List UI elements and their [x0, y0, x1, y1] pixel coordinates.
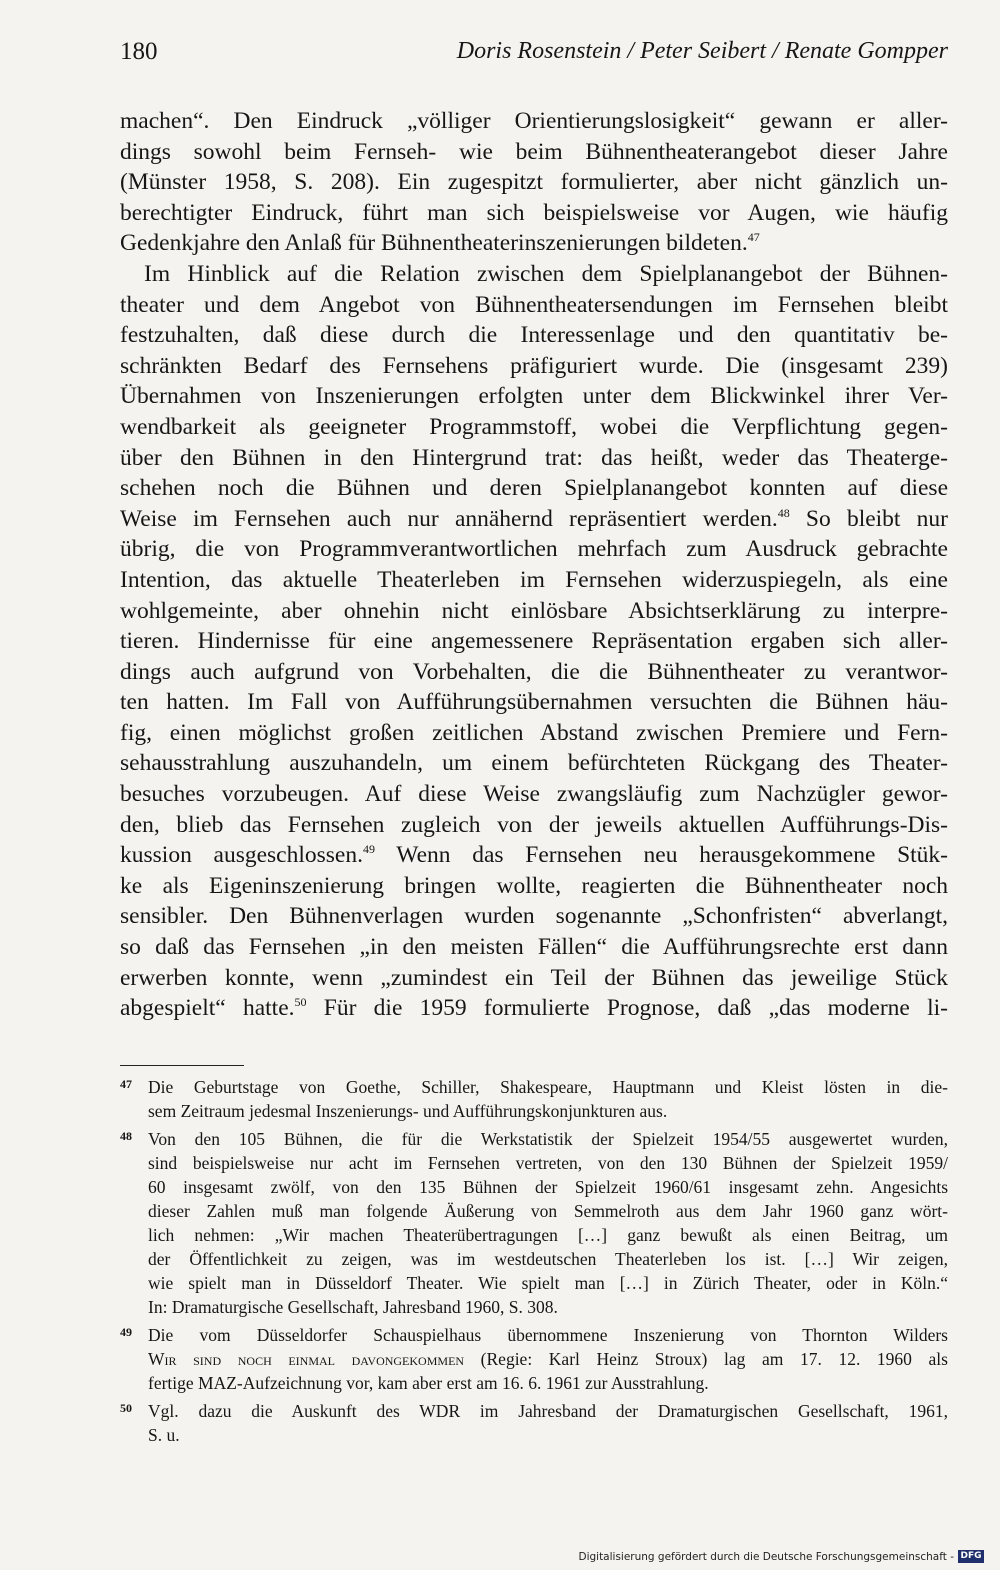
footnote-number: 49 — [120, 1325, 132, 1339]
line-text: schränkten Bedarf des Fernsehens präfiguriert wurde. Die (insgesamt 239) — [120, 352, 948, 379]
line-text: sensibler. Den Bühnenverlagen wurden sogenannte „Schonfristen“ abverlangt, — [120, 903, 948, 930]
footnote-text: 60 insgesamt zwölf, von den 135 Bühnen der Spielzeit 1960/61 insgesamt zehn. Angesichts — [148, 1177, 948, 1197]
text-line — [120, 198, 948, 229]
text-line — [120, 259, 948, 290]
footnote-text-cont: (Regie: Karl Heinz Stroux) lag am 17. 12. 1960 als — [464, 1349, 948, 1369]
line-text: über den Bühnen in den Hintergrund trat: das heißt, weder das Theaterge- — [120, 444, 948, 471]
footnote-line — [148, 1323, 948, 1347]
line-text: berechtigter Eindruck, führt man sich beispielsweise vor Augen, wie häufig — [120, 199, 948, 226]
footnote-text: Die Geburtstage von Goethe, Schiller, Shakespeare, Hauptmann und Kleist lösten in die- — [148, 1077, 948, 1097]
text-line — [120, 871, 948, 902]
footnote-text: Vgl. dazu die Auskunft des WDR im Jahresband der Dramaturgischen Gesellschaft, 1961, — [148, 1401, 948, 1421]
line-text: ten hatten. Im Fall von Aufführungsübernahmen versuchten die Bühnen häu- — [120, 689, 948, 716]
line-text: übrig, die von Programmverantwortlichen mehrfach zum Ausdruck gebrachte — [120, 536, 948, 563]
footnote-line — [148, 1399, 948, 1423]
text-line — [120, 626, 948, 657]
line-text: Übernahmen von Inszenierungen erfolgten unter dem Blickwinkel ihrer Ver- — [120, 383, 948, 410]
footnote-number: 48 — [120, 1129, 132, 1143]
line-text: theater und dem Angebot von Bühnentheatersendungen im Fernsehen bleibt — [120, 291, 948, 318]
text-line — [120, 106, 948, 137]
line-text-cont: So bleibt nur — [789, 505, 948, 532]
text-line — [120, 748, 948, 779]
text-line — [120, 810, 948, 841]
work-title: Wir sind noch einmal davongekommen — [148, 1349, 465, 1369]
line-text: Intention, das aktuelle Theaterleben im Fernsehen widerzuspiegeln, als eine — [120, 566, 948, 593]
text-line — [120, 290, 948, 321]
text-line — [120, 228, 948, 259]
footnote-line — [148, 1271, 948, 1295]
line-text: dings sowohl beim Fernseh- wie beim Bühnentheaterangebot dieser Jahre — [120, 138, 948, 165]
footnote — [120, 1127, 948, 1319]
text-line — [120, 840, 948, 871]
footnote-text: Von den 105 Bühnen, die für die Werkstatistik der Spielzeit 1954/55 ausgewertet wurden, — [148, 1129, 948, 1149]
footnote — [120, 1075, 948, 1123]
text-line — [120, 779, 948, 810]
line-text: festzuhalten, daß diese durch die Interessenlage und den quantitativ be- — [120, 322, 948, 349]
footnote-line — [148, 1371, 948, 1395]
footnote-text: In: Dramaturgische Gesellschaft, Jahresband 1960, S. 308. — [148, 1297, 558, 1317]
text-line — [120, 473, 948, 504]
line-text: Weise im Fernsehen auch nur annähernd repräsentiert werden. — [120, 505, 778, 532]
footnote-line — [148, 1151, 948, 1175]
footnote-line — [148, 1247, 948, 1271]
line-text-cont: Wenn das Fernsehen neu herausgekommene Stük- — [375, 842, 948, 869]
text-line — [120, 718, 948, 749]
footnote-text: sem Zeitraum jedesmal Inszenierungs- und Aufführungskonjunkturen aus. — [148, 1101, 668, 1121]
footnote — [120, 1399, 948, 1447]
text-line — [120, 381, 948, 412]
footnote-text: der Öffentlichkeit zu zeigen, was im westdeutschen Theaterleben los ist. […] Wir zeigen, — [148, 1249, 948, 1269]
text-line — [120, 565, 948, 596]
text-line — [120, 657, 948, 688]
text-line — [120, 932, 948, 963]
line-text: sehausstrahlung auszuhandeln, um einem befürchteten Rückgang des Theater- — [120, 750, 948, 777]
line-text: dings auch aufgrund von Vorbehalten, die die Bühnentheater zu verantwor- — [120, 658, 948, 685]
footnote-ref: 48 — [777, 505, 790, 520]
line-text-cont: Für die 1959 formulierte Prognose, daß „das moderne li- — [306, 995, 948, 1022]
footnote-line — [148, 1295, 948, 1319]
footnote-text: Die vom Düsseldorfer Schauspielhaus übernommene Inszenierung von Thornton Wilders — [148, 1325, 948, 1345]
line-text: wohlgemeinte, aber ohnehin nicht einlösbare Absichtserklärung zu interpre- — [120, 597, 948, 624]
main-text — [120, 106, 948, 1024]
text-line — [120, 167, 948, 198]
footnote-text: fertige MAZ-Aufzeichnung vor, kam aber erst am 16. 6. 1961 zur Ausstrahlung. — [148, 1373, 709, 1393]
text-line — [120, 534, 948, 565]
footnote-line — [148, 1127, 948, 1151]
footnote-text: sind beispielsweise nur acht im Fernsehen vertreten, von den 130 Bühnen der Spielzeit 1959/ — [148, 1153, 948, 1173]
footnote-text: S. u. — [148, 1425, 180, 1445]
line-text: machen“. Den Eindruck „völliger Orientierungslosigkeit“ gewann er aller- — [120, 108, 948, 134]
page-header — [120, 38, 948, 72]
line-text: ke als Eigeninszenierung bringen wollte, reagierten die Bühnentheater noch — [120, 872, 948, 899]
text-line — [120, 504, 948, 535]
footnote-line — [148, 1199, 948, 1223]
footnote-line — [148, 1075, 948, 1099]
text-line — [120, 993, 948, 1024]
footnote-text: lich nehmen: „Wir machen Theaterübertragungen […] ganz bewußt als einen Beitrag, um — [148, 1225, 948, 1245]
dfg-logo: DFG — [958, 1550, 984, 1563]
line-text: den, blieb das Fernsehen zugleich von der jeweils aktuellen Aufführungs-Dis- — [120, 811, 948, 838]
text-line — [120, 137, 948, 168]
digitization-credit: Digitalisierung gefördert durch die Deutsche Forschungsgemeinschaft - — [578, 1551, 954, 1563]
text-line — [120, 687, 948, 718]
line-text: kussion ausgeschlossen. — [120, 842, 363, 869]
running-head: Doris Rosenstein / Peter Seibert / Renate Gompper — [456, 38, 948, 64]
footnote-ref: 50 — [294, 995, 307, 1010]
footnote-rule — [120, 1065, 244, 1066]
text-line — [120, 596, 948, 627]
footnote-line — [148, 1175, 948, 1199]
footnote-ref: 47 — [747, 230, 760, 245]
text-line — [120, 320, 948, 351]
text-line — [120, 963, 948, 994]
footnote-number: 50 — [120, 1401, 132, 1415]
line-text: besuches vorzubeugen. Auf diese Weise zwangsläufig zum Nachzügler gewor- — [120, 781, 948, 808]
footnote-text: wie spielt man in Düsseldorf Theater. Wie spielt man […] in Zürich Theater, oder in Köln.“ — [148, 1273, 948, 1293]
footnote-line — [148, 1347, 948, 1371]
line-text: tieren. Hindernisse für eine angemessenere Repräsentation ergaben sich aller- — [120, 628, 948, 655]
text-line — [120, 412, 948, 443]
line-text: abgespielt“ hatte. — [120, 995, 295, 1022]
line-text: erwerben konnte, wenn „zumindest ein Teil der Bühnen das jeweilige Stück — [120, 964, 948, 991]
footnote-line — [148, 1099, 948, 1123]
line-text: wendbarkeit als geeigneter Programmstoff, wobei die Verpflichtung gegen- — [120, 413, 948, 440]
line-text: Gedenkjahre den Anlaß für Bühnentheaterinszenierungen bildeten. — [120, 230, 748, 257]
footnote — [120, 1323, 948, 1395]
page-number: 180 — [120, 38, 158, 65]
footnote-text: dieser Zahlen muß man folgende Äußerung von Semmelroth aus dem Jahr 1960 ganz wört- — [148, 1201, 948, 1221]
line-text: (Münster 1958, S. 208). Ein zugespitzt formulierter, aber nicht gänzlich un- — [120, 169, 948, 196]
line-text: Im Hinblick auf die Relation zwischen dem Spielplanangebot der Bühnen- — [144, 260, 948, 287]
footnote-line — [148, 1423, 948, 1447]
line-text: fig, einen möglichst großen zeitlichen Abstand zwischen Premiere und Fern- — [120, 719, 948, 746]
footnote-line — [148, 1223, 948, 1247]
text-line — [120, 443, 948, 474]
text-line — [120, 351, 948, 382]
footnote-ref: 49 — [363, 842, 375, 857]
line-text: schehen noch die Bühnen und deren Spielplanangebot konnten auf diese — [120, 475, 948, 502]
footnote-number: 47 — [120, 1077, 132, 1091]
text-line — [120, 901, 948, 932]
footnotes — [120, 1075, 948, 1451]
line-text: so daß das Fernsehen „in den meisten Fällen“ die Aufführungsrechte erst dann — [120, 934, 948, 961]
